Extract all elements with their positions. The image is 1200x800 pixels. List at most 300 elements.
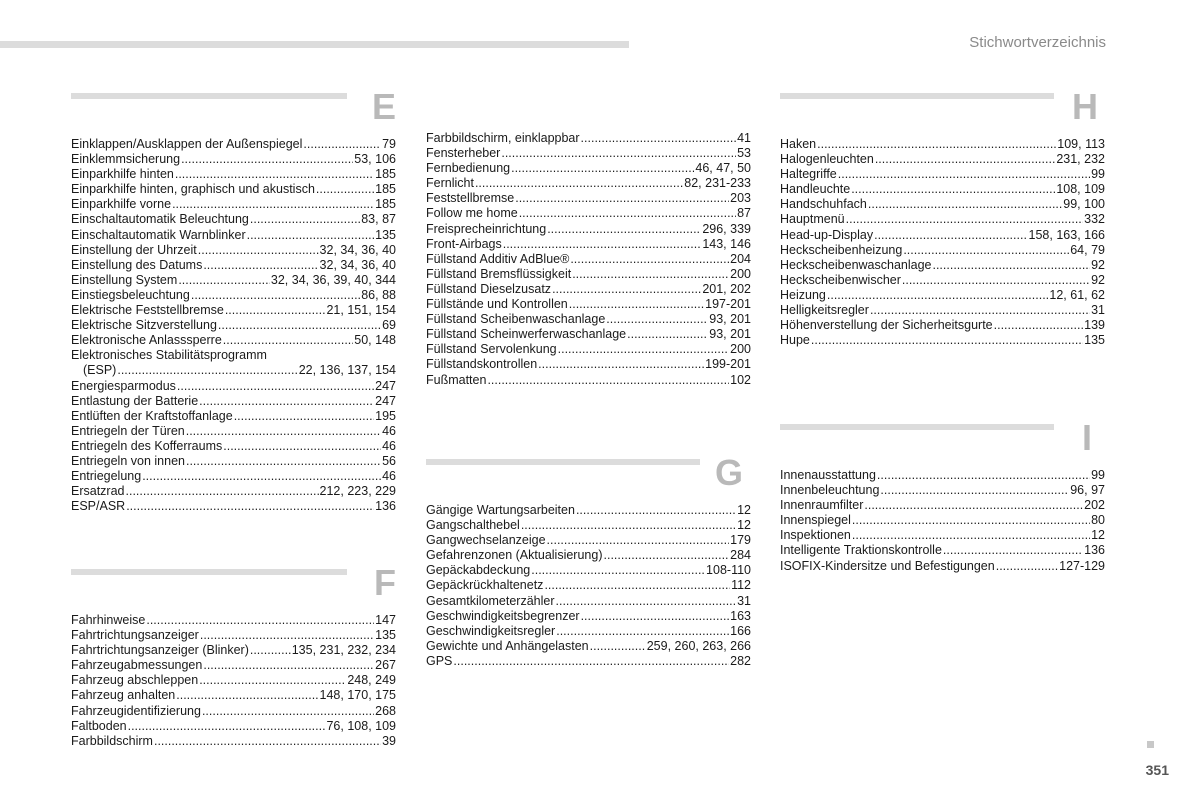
entry-label: Heckscheibenwischer — [780, 272, 901, 287]
dot-leader — [142, 469, 381, 484]
entry-pages: 32, 34, 36, 40 — [319, 242, 396, 257]
index-entry — [780, 288, 1105, 303]
entry-list — [780, 137, 1105, 348]
dot-leader — [817, 137, 1056, 152]
entry-label: Handleuchte — [780, 182, 851, 197]
entry-pages: 179 — [730, 533, 751, 548]
entry-pages: 135 — [375, 227, 396, 242]
entry-label: Einparkhilfe hinten, graphisch und akustisch — [71, 182, 315, 197]
index-entry — [780, 228, 1105, 243]
entry-pages: 69 — [382, 318, 396, 333]
dot-leader — [556, 624, 729, 639]
entry-label: Fußmatten — [426, 372, 487, 387]
index-entry — [426, 578, 751, 593]
entry-pages: 108-110 — [706, 563, 751, 578]
section-bar — [71, 569, 347, 575]
index-entry — [426, 342, 751, 357]
index-entry — [780, 483, 1105, 498]
dot-leader — [154, 734, 381, 749]
entry-label: Füllstände und Kontrollen — [426, 297, 568, 312]
dot-leader — [932, 258, 1090, 273]
dot-leader — [126, 484, 319, 499]
index-entry — [71, 484, 396, 499]
index-entry — [71, 228, 396, 243]
index-entry — [71, 499, 396, 514]
section-letter: E — [371, 86, 396, 127]
entry-pages: 231, 232 — [1056, 152, 1105, 167]
entry-label: Front-Airbags — [426, 236, 502, 251]
entry-label: ISOFIX-Kindersitze und Befestigungen — [780, 558, 995, 573]
dot-leader — [178, 273, 270, 288]
entry-pages: 41 — [737, 131, 751, 145]
entry-label: Einklemmsicherung — [71, 152, 181, 167]
index-entry — [71, 212, 396, 227]
page-marker — [1147, 741, 1154, 748]
entry-label: Hupe — [780, 333, 810, 348]
entry-label: Helligkeitsregler — [780, 303, 869, 318]
index-entry — [426, 161, 751, 176]
entry-pages: 197-201 — [705, 297, 751, 312]
entry-pages: 109, 113 — [1057, 137, 1105, 151]
entry-label: Gepäckabdeckung — [426, 563, 531, 578]
entry-label: Head-up-Display — [780, 227, 874, 242]
index-entry — [780, 182, 1105, 197]
entry-pages: 79 — [382, 137, 396, 151]
entry-label: Entlastung der Batterie — [71, 393, 199, 408]
index-entry — [426, 146, 751, 161]
index-entry — [426, 654, 751, 669]
index-entry — [71, 424, 396, 439]
entry-label: Feststellbremse — [426, 191, 515, 206]
entry-label: Hauptmenü — [780, 212, 845, 227]
entry-label: Entlüften der Kraftstoffanlage — [71, 408, 233, 423]
entry-pages: 268 — [375, 703, 396, 718]
index-entry — [780, 258, 1105, 273]
index-entry — [71, 628, 396, 643]
dot-leader — [846, 212, 1084, 227]
index-entry — [71, 303, 396, 318]
section-g — [426, 452, 751, 669]
index-entry — [780, 303, 1105, 318]
entry-pages: 92 — [1091, 257, 1105, 272]
dot-leader — [186, 424, 381, 439]
dot-leader — [870, 303, 1090, 318]
index-entry — [426, 373, 751, 388]
entry-list — [426, 503, 751, 669]
index-entry — [426, 624, 751, 639]
dot-leader — [501, 146, 736, 161]
index-entry — [426, 176, 751, 191]
dot-leader — [874, 228, 1027, 243]
dot-leader — [838, 167, 1090, 182]
entry-label: Fahrtrichtungsanzeiger — [71, 628, 199, 643]
entry-label: Farbbildschirm, einklappbar — [426, 131, 580, 145]
entry-label: Einschaltautomatik Beleuchtung — [71, 212, 249, 227]
entry-pages: 139 — [1084, 318, 1105, 333]
entry-pages: 99 — [1091, 468, 1105, 482]
entry-label: Einstellung der Uhrzeit — [71, 242, 197, 257]
entry-pages: 64, 79 — [1070, 242, 1105, 257]
entry-pages: 112 — [731, 578, 751, 593]
index-entry — [71, 182, 396, 197]
entry-pages: 56 — [382, 453, 396, 468]
dot-leader — [218, 318, 381, 333]
entry-label: Innenbeleuchtung — [780, 483, 880, 498]
dot-leader — [203, 658, 374, 673]
dot-leader — [581, 609, 730, 624]
entry-pages: 158, 163, 166 — [1028, 227, 1105, 242]
index-entry — [780, 212, 1105, 227]
dot-leader — [552, 282, 701, 297]
dot-leader — [250, 212, 360, 227]
entry-label: Handschuhfach — [780, 197, 867, 212]
index-entry — [426, 357, 751, 372]
dot-leader — [453, 654, 729, 669]
entry-pages: 108, 109 — [1056, 182, 1105, 197]
index-entry — [71, 258, 396, 273]
index-entry — [780, 137, 1105, 152]
entry-list — [780, 468, 1105, 574]
entry-label: Höhenverstellung der Sicherheitsgurte — [780, 318, 993, 333]
entry-pages: 247 — [375, 378, 396, 393]
dot-leader — [903, 243, 1069, 258]
index-entry — [71, 394, 396, 409]
entry-label: Füllstand Dieselzusatz — [426, 281, 552, 296]
dot-leader — [503, 237, 702, 252]
entry-pages: 93, 201 — [709, 327, 751, 342]
entry-pages: 203 — [730, 191, 751, 206]
entry-pages: 32, 34, 36, 40 — [319, 257, 396, 272]
section-header — [71, 562, 396, 613]
index-entry — [71, 379, 396, 394]
entry-label: Entriegeln des Kofferraums — [71, 438, 223, 453]
entry-label: Intelligente Traktionskontrolle — [780, 543, 942, 558]
entry-label: Elektronische Anlasssperre — [71, 333, 222, 348]
entry-label: Farbbildschirm — [71, 733, 153, 748]
dot-leader — [556, 594, 737, 609]
entry-pages: 135, 231, 232, 234 — [291, 643, 396, 658]
dot-leader — [126, 499, 374, 514]
entry-pages: 136 — [375, 499, 396, 514]
dot-leader — [547, 222, 701, 237]
dot-leader — [176, 688, 318, 703]
dot-leader — [558, 342, 730, 357]
entry-pages: 39 — [382, 733, 396, 748]
entry-label: Gängige Wartungsarbeiten — [426, 503, 575, 517]
entry-label: Haken — [780, 137, 817, 151]
entry-label: Fahrhinweise — [71, 613, 146, 627]
entry-label: Gefahrenzonen (Aktualisierung) — [426, 548, 603, 563]
entry-label: Entriegeln der Türen — [71, 423, 185, 438]
entry-pages: 12 — [1091, 528, 1105, 543]
section-letter: H — [1072, 86, 1098, 127]
section-i — [780, 417, 1105, 574]
dot-leader — [186, 454, 381, 469]
dot-leader — [146, 613, 374, 628]
index-entry — [426, 548, 751, 563]
entry-pages: 202 — [1084, 498, 1105, 513]
entry-pages: 32, 34, 36, 39, 40, 344 — [270, 272, 396, 287]
index-entry — [71, 348, 396, 363]
index-entry — [71, 673, 396, 688]
index-entry — [426, 282, 751, 297]
index-entry — [426, 206, 751, 221]
section-header — [780, 417, 1098, 468]
dot-leader — [877, 468, 1090, 483]
index-entry — [426, 312, 751, 327]
entry-label: Geschwindigkeitsbegrenzer — [426, 608, 580, 623]
section-bar — [426, 459, 700, 465]
index-entry — [780, 559, 1105, 574]
entry-pages: 163 — [730, 608, 751, 623]
index-entry — [426, 297, 751, 312]
entry-label: Elektrische Feststellbremse — [71, 303, 224, 318]
dot-leader — [851, 182, 1055, 197]
dot-leader — [590, 639, 646, 654]
index-entry — [780, 513, 1105, 528]
dot-leader — [128, 719, 326, 734]
index-entry — [780, 243, 1105, 258]
dot-leader — [487, 373, 729, 388]
dot-leader — [627, 327, 708, 342]
entry-pages: 247 — [375, 393, 396, 408]
section-header — [426, 452, 743, 503]
entry-label: Inspektionen — [780, 528, 851, 543]
entry-list — [71, 613, 396, 749]
index-entry — [71, 734, 396, 749]
dot-leader — [811, 333, 1083, 348]
dot-leader — [247, 228, 375, 243]
dot-leader — [996, 559, 1058, 574]
index-entry — [780, 543, 1105, 558]
entry-pages: 204 — [730, 251, 751, 266]
entry-pages: 83, 87 — [361, 212, 396, 227]
entry-label: Einparkhilfe vorne — [71, 197, 172, 212]
entry-pages: 82, 231-233 — [684, 176, 751, 191]
entry-pages: 12 — [737, 503, 751, 517]
section-f-continued — [426, 131, 751, 388]
dot-leader — [191, 288, 360, 303]
entry-label: GPS — [426, 653, 453, 668]
section-header — [780, 86, 1098, 137]
header-bar — [0, 41, 629, 48]
entry-pages: 46 — [382, 423, 396, 438]
entry-pages: 284 — [730, 548, 751, 563]
entry-pages: 46 — [382, 438, 396, 453]
entry-label: (ESP) — [83, 363, 117, 378]
entry-label: Heizung — [780, 287, 826, 302]
entry-pages: 147 — [375, 613, 396, 627]
entry-pages: 282 — [730, 653, 751, 668]
dot-leader — [943, 543, 1083, 558]
entry-label: Energiesparmodus — [71, 378, 176, 393]
dot-leader — [515, 191, 729, 206]
entry-label: Freisprecheinrichtung — [426, 221, 547, 236]
entry-label: Füllstand Scheinwerferwaschanlage — [426, 327, 627, 342]
index-entry — [426, 191, 751, 206]
dot-leader — [199, 394, 374, 409]
dot-leader — [531, 563, 705, 578]
section-bar — [780, 93, 1054, 99]
dot-leader — [519, 206, 736, 221]
dot-leader — [175, 167, 374, 182]
index-entry — [71, 643, 396, 658]
entry-pages: 102 — [730, 372, 751, 387]
dot-leader — [864, 498, 1083, 513]
entry-pages: 259, 260, 263, 266 — [646, 638, 751, 653]
entry-pages: 148, 170, 175 — [319, 688, 396, 703]
index-entry — [426, 267, 751, 282]
entry-label: Entriegeln von innen — [71, 453, 185, 468]
index-entry — [71, 688, 396, 703]
section-letter: F — [374, 562, 396, 603]
entry-pages: 166 — [730, 623, 751, 638]
index-entry — [71, 658, 396, 673]
dot-leader — [827, 288, 1049, 303]
index-entry — [71, 333, 396, 348]
index-entry — [426, 327, 751, 342]
entry-pages: 200 — [730, 266, 751, 281]
entry-label: Follow me home — [426, 206, 518, 221]
entry-label: Elektronisches Stabilitätsprogramm — [71, 348, 267, 363]
dot-leader — [852, 528, 1090, 543]
dot-leader — [200, 628, 374, 643]
entry-pages: 212, 223, 229 — [319, 484, 396, 499]
entry-label: Gepäckrückhaltenetz — [426, 578, 544, 593]
index-entry — [426, 131, 751, 146]
dot-leader — [203, 258, 318, 273]
entry-pages: 31 — [737, 593, 751, 608]
entry-label: Einparkhilfe hinten — [71, 167, 174, 182]
entry-label: Elektrische Sitzverstellung — [71, 318, 217, 333]
index-entry — [71, 167, 396, 182]
dot-leader — [572, 267, 729, 282]
entry-label: Fernlicht — [426, 176, 474, 191]
dot-leader — [576, 503, 736, 518]
entry-pages: 135 — [375, 628, 396, 643]
index-entry — [71, 719, 396, 734]
entry-label: Gangwechselanzeige — [426, 533, 546, 548]
dot-leader — [606, 312, 708, 327]
entry-pages: 185 — [375, 197, 396, 212]
dot-leader — [569, 297, 704, 312]
entry-label: Ersatzrad — [71, 484, 125, 499]
section-bar — [780, 424, 1054, 430]
entry-label: Fahrzeug abschleppen — [71, 673, 199, 688]
section-h — [780, 86, 1105, 348]
entry-label: Füllstandskontrollen — [426, 357, 538, 372]
index-entry — [780, 468, 1105, 483]
index-entry — [71, 243, 396, 258]
entry-label: Einschaltautomatik Warnblinker — [71, 227, 246, 242]
entry-pages: 143, 146 — [702, 236, 751, 251]
entry-label: Innenausstattung — [780, 468, 876, 482]
entry-pages: 12 — [737, 518, 751, 533]
entry-label: Faltboden — [71, 718, 127, 733]
dot-leader — [202, 704, 374, 719]
entry-label: ESP/ASR — [71, 499, 126, 514]
index-entry — [780, 197, 1105, 212]
index-entry — [426, 609, 751, 624]
entry-label: Füllstand Bremsflüssigkeit — [426, 266, 572, 281]
index-entry — [780, 152, 1105, 167]
entry-pages: 87 — [737, 206, 751, 221]
entry-label: Füllstand Scheibenwaschanlage — [426, 312, 606, 327]
dot-leader — [570, 252, 729, 267]
entry-pages: 46, 47, 50 — [695, 161, 751, 176]
entry-label: Fahrzeug anhalten — [71, 688, 176, 703]
dot-leader — [316, 182, 374, 197]
entry-pages: 46 — [382, 469, 396, 484]
section-e — [71, 86, 396, 514]
entry-list — [71, 137, 396, 514]
dot-leader — [511, 161, 694, 176]
entry-pages: 195 — [375, 408, 396, 423]
entry-label: Einstellung des Datums — [71, 257, 203, 272]
index-entry — [71, 197, 396, 212]
entry-pages: 136 — [1084, 543, 1105, 558]
index-entry — [71, 318, 396, 333]
dot-leader — [198, 243, 319, 258]
entry-label: Innenraumfilter — [780, 498, 864, 513]
entry-pages: 248, 249 — [347, 673, 396, 688]
entry-pages: 21, 151, 154 — [326, 303, 396, 318]
dot-leader — [868, 197, 1062, 212]
entry-label: Entriegelung — [71, 469, 142, 484]
index-entry — [426, 639, 751, 654]
page-number: 351 — [1145, 762, 1169, 778]
entry-pages: 12, 61, 62 — [1049, 287, 1105, 302]
dot-leader — [852, 513, 1090, 528]
entry-label: Fahrzeugidentifizierung — [71, 703, 201, 718]
entry-label: Heckscheibenwaschanlage — [780, 257, 932, 272]
index-entry — [426, 533, 751, 548]
dot-leader — [544, 578, 730, 593]
section-bar — [71, 93, 347, 99]
index-entry — [780, 528, 1105, 543]
index-entry — [780, 318, 1105, 333]
dot-leader — [250, 643, 291, 658]
dot-leader — [475, 176, 683, 191]
dot-leader — [223, 439, 381, 454]
dot-leader — [547, 533, 730, 548]
entry-pages: 86, 88 — [361, 287, 396, 302]
dot-leader — [181, 152, 353, 167]
entry-label: Heckscheibenheizung — [780, 242, 903, 257]
entry-label: Gewichte und Anhängelasten — [426, 638, 589, 653]
entry-label: Geschwindigkeitsregler — [426, 623, 556, 638]
dot-leader — [172, 197, 374, 212]
entry-label: Halogenleuchten — [780, 152, 874, 167]
entry-pages: 135 — [1084, 333, 1105, 348]
index-entry — [426, 252, 751, 267]
entry-pages: 53, 106 — [354, 152, 396, 167]
index-entry — [71, 273, 396, 288]
index-entry — [426, 518, 751, 533]
dot-leader — [604, 548, 730, 563]
entry-label: Fahrtrichtungsanzeiger (Blinker) — [71, 643, 249, 658]
entry-pages: 296, 339 — [702, 221, 751, 236]
index-entry — [780, 167, 1105, 182]
index-entry — [426, 594, 751, 609]
dot-leader — [225, 303, 326, 318]
page-title: Stichwortverzeichnis — [969, 34, 1106, 51]
index-entry — [71, 439, 396, 454]
entry-pages: 76, 108, 109 — [326, 718, 396, 733]
index-entry — [71, 454, 396, 469]
dot-leader — [521, 518, 736, 533]
index-entry — [780, 498, 1105, 513]
